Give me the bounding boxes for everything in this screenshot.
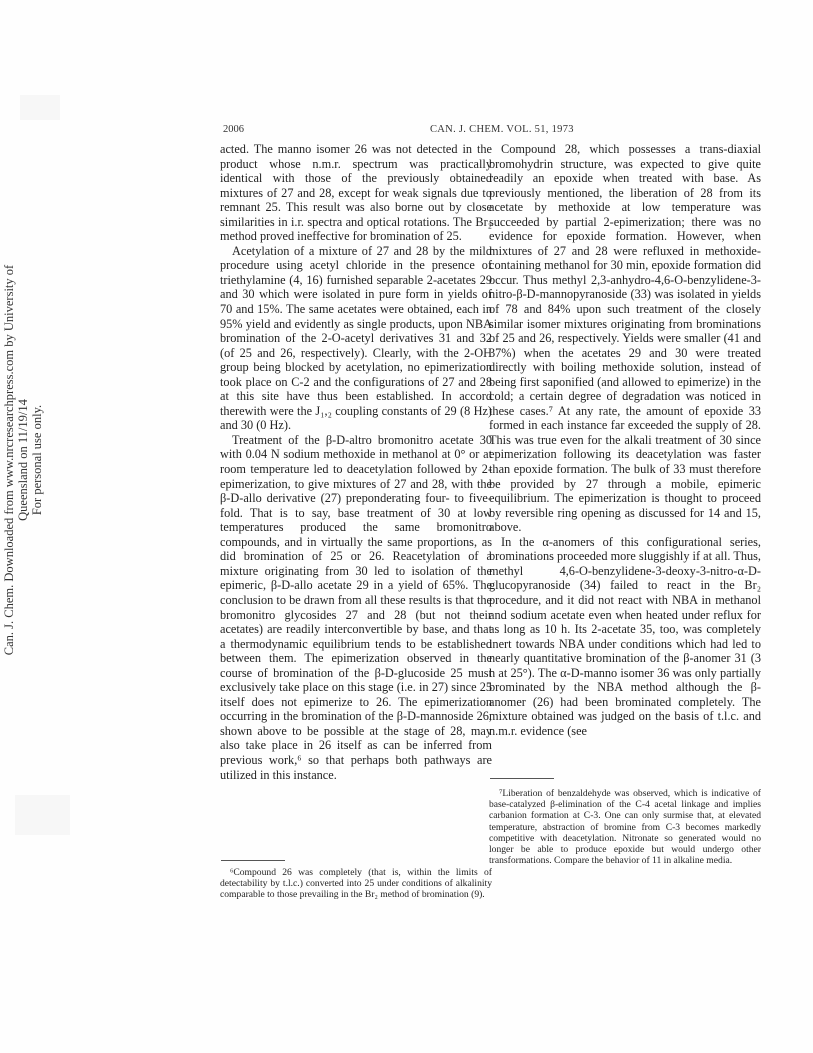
- scan-smudge: [20, 95, 60, 120]
- page-number: 2006: [223, 124, 244, 135]
- footnote-6: ⁶Compound 26 was completely (that is, within the limits of detectability by t.l.c.) converted into 25 under conditions of alkalinity comparable to those prevailing in the Br₂ method of bromination (9).: [220, 867, 492, 901]
- running-title: CAN. J. CHEM. VOL. 51, 1973: [430, 124, 574, 135]
- paragraph: Compound 28, which possesses a trans-diaxial bromohydrin structure, was expected to give quite readily an epoxide when treated with base. As previously mentioned, the liberation of 28 from its acetate by methoxide at low temperature was succeeded by partial 2-epimerization; there was no evidence for epoxide formation. However, when mixtures of 27 and 28 were refluxed in methoxide-containing methanol for 30 min, epoxide formation did occur. Thus methyl 2,3-anhydro-4,6-O-benzylidene-3-nitro-β-D-mannopyranoside (33) was isolated in yields of 78 and 84% upon such treatment of the closely similar isomer mixtures originating from brominations of 25 and 26, respectively. Yields were smaller (41 and 37%) when the acetates 29 and 30 were treated directly with boiling methoxide solution, instead of being first saponified (and allowed to epimerize) in the cold; a certain degree of degradation was noticed in these cases.⁷ At any rate, the amount of epoxide 33 formed in each instance far exceeded the supply of 28. This was true even for the alkali treatment of 30 since epimerization following its deacetylation was faster than epoxide formation. The bulk of 33 must therefore be provided by 27 through a mobile, epimeric equilibrium. The epimerization is thought to proceed by reversible ring opening as discussed for 14 and 15, above.: [489, 142, 761, 535]
- download-notice-line: Can. J. Chem. Downloaded from www.nrcresearchpress.com by University of Queensland on 11/19/14: [2, 264, 30, 656]
- right-column: [489, 142, 761, 738]
- page-header: [223, 124, 763, 140]
- personal-use-line: For personal use only.: [30, 404, 44, 516]
- paragraph: Treatment of the β-D-altro bromonitro acetate 30 with 0.04 N sodium methoxide in methanol at 0° or at room temperature led to deacetylation followed by 2-epimerization, to give mixtures of 27 and 28, with the β-D-allo derivative (27) preponderating four- to five-fold. That is to say, base treatment of 30 at low temperatures produced the same bromonitro compounds, and in virtually the same proportions, as did bromination of 25 or 26. Reacetylation of a mixture originating from 30 led to isolation of the epimeric, β-D-allo acetate 29 in a yield of 65%. The conclusion to be drawn from all these results is that the bromonitro glycosides 27 and 28 (but not their acetates) are readily interconvertible by base, and that a thermodynamic equilibrium tends to be established between them. The epimerization observed in the course of bromination of the β-D-glucoside 25 must exclusively take place on this stage (i.e. in 27) since 25 itself does not epimerize to 26. The epimerization occurring in the bromination of the β-D-mannoside 26, shown above to be possible at the stage of 28, may also take place in 26 itself as can be inferred from previous work,⁶ so that perhaps both pathways are utilized in this instance.: [220, 432, 492, 782]
- footnote-rule: [221, 860, 285, 861]
- footnote-rule: [490, 778, 554, 779]
- paragraph: Acetylation of a mixture of 27 and 28 by the mild procedure using acetyl chloride in the presence of triethylamine (4, 16) furnished separable 2-acetates 29 and 30 which were isolated in pure form in yields of 70 and 15%. The same acetates were obtained, each in 95% yield and evidently as single products, upon NBA bromination of the 2-O-acetyl derivatives 31 and 32 (of 25 and 26, respectively). Clearly, with the 2-OH group being blocked by acetylation, no epimerization took place on C-2 and the configurations of 27 and 28 at this site have thus been established. In accord therewith were the J₁,₂ coupling constants of 29 (8 Hz) and 30 (0 Hz).: [220, 243, 492, 433]
- paragraph: In the α-anomers of this configurational series, brominations proceeded more sluggishly if at all. Thus, methyl 4,6-O-benzylidene-3-deoxy-3-nitro-α-D-glucopyranoside (34) failed to react in the Br₂ procedure, and it did not react with NBA in methanol and sodium acetate even when heated under reflux for as long as 10 h. Its 2-acetate 35, too, was completely inert towards NBA under conditions which had led to nearly quantitative bromination of the β-anomer 31 (3 h at 25°). The α-D-manno isomer 36 was only partially brominated by the NBA method although the β-anomer (26) had been brominated completely. The mixture obtained was judged on the basis of t.l.c. and n.m.r. evidence (see: [489, 534, 761, 738]
- scan-smudge: [15, 795, 70, 835]
- left-column: [220, 142, 492, 782]
- footnote-7: ⁷Liberation of benzaldehyde was observed, which is indicative of base-catalyzed β-elimination of the C-4 acetal linkage and implies carbanion formation at C-3. One can only surmise that, at elevated temperature, abstraction of bromine from C-3 becomes markedly competitive with deacetylation. Nitronate so generated would no longer be able to produce epoxide but would undergo other transformations. Compare the behavior of 11 in alkaline media.: [489, 788, 761, 867]
- download-notice: [2, 245, 62, 675]
- paragraph: acted. The manno isomer 26 was not detected in the product whose n.m.r. spectrum was practically identical with those of the previously obtained mixtures of 27 and 28, except for weak signals due to remnant 25. This result was also borne out by close similarities in i.r. spectra and optical rotations. The Br₂ method proved ineffective for bromination of 25.: [220, 142, 492, 244]
